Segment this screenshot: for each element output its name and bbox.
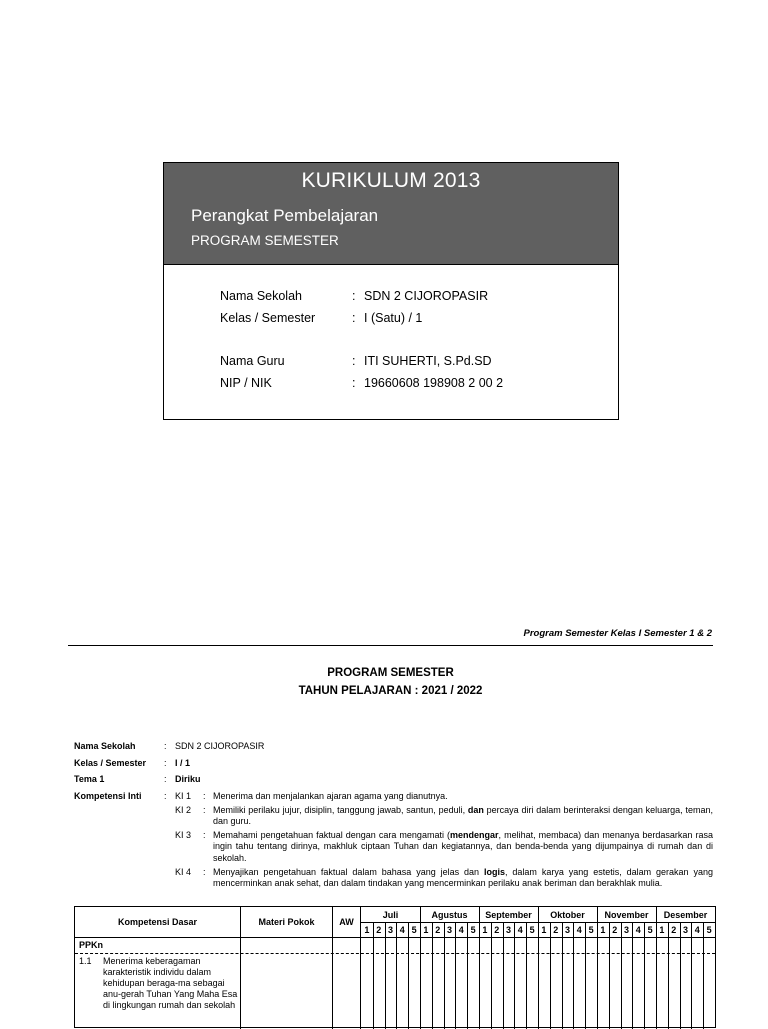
doc-title: PROGRAM SEMESTER (327, 667, 454, 679)
week-header: 1 (423, 925, 429, 935)
month-header: Agustus (431, 910, 468, 920)
week-header: 4 (576, 925, 582, 935)
week-sep (396, 922, 397, 1029)
week-header: 1 (600, 925, 606, 935)
week-sep (562, 922, 563, 1029)
week-header: 5 (411, 925, 417, 935)
week-header: 3 (564, 925, 570, 935)
month-rule (361, 922, 715, 923)
ki-4: KI 4 : Menyajikan pengetahuan faktual dalam bahasa yang jelas dan logis, dalam karya yang estetis, dalam gerakan yang mencerminkan anak sehat, dan dalam tindakan yang mencerminkan perilaku anak beriman dan berakhlak mulia. (175, 867, 713, 889)
header-kd: Kompetensi Dasar (117, 917, 198, 927)
cover-card (163, 162, 619, 420)
month-header: Oktober (550, 910, 585, 920)
month-columns (361, 907, 717, 1029)
cover-title: KURIKULUM 2013 (301, 169, 481, 192)
week-sep (609, 922, 610, 1029)
week-sep (408, 922, 409, 1029)
running-header: Program Semester Kelas I Semester 1 & 2 (523, 628, 712, 639)
week-header: 3 (505, 925, 511, 935)
week-sep (703, 922, 704, 1029)
row-rule (75, 953, 715, 954)
week-header: 2 (376, 925, 382, 935)
month-header: November (604, 910, 649, 920)
week-sep (385, 922, 386, 1029)
week-sep (514, 922, 515, 1029)
week-header: 2 (671, 925, 677, 935)
meta-school: Nama Sekolah : SDN 2 CIJOROPASIR (74, 741, 265, 751)
week-sep (644, 922, 645, 1029)
cover-info-school: Nama Sekolah : SDN 2 CIJOROPASIR (220, 289, 489, 303)
week-header: 5 (588, 925, 594, 935)
week-header: 1 (482, 925, 488, 935)
week-header: 4 (399, 925, 405, 935)
header-materi: Materi Pokok (258, 917, 315, 927)
week-header: 1 (541, 925, 547, 935)
week-header: 3 (623, 925, 629, 935)
week-header: 2 (612, 925, 618, 935)
program-table (74, 906, 716, 1028)
week-sep (467, 922, 468, 1029)
week-sep (526, 922, 527, 1029)
ki-2: KI 2 : Memiliki perilaku jujur, disiplin, tanggung jawab, santun, peduli, dan percaya diri dalam berinteraksi dengan keluarga, teman, dan guru. (175, 805, 713, 827)
week-header: 4 (517, 925, 523, 935)
meta-theme: Tema 1 : Diriku (74, 774, 201, 784)
week-sep (491, 922, 492, 1029)
week-header: 5 (529, 925, 535, 935)
week-header: 2 (435, 925, 441, 935)
meta-ki-label: Kompetensi Inti : (74, 791, 167, 801)
cover-program: PROGRAM SEMESTER (191, 233, 339, 248)
ki-3: KI 3 : Memahami pengetahuan faktual dengan cara mengamati (mendengar, melihat, membaca) dan menanya berdasarkan rasa ingin tahu tentang dirinya, makhluk ciptaan Tuhan dan kegiatannya, dan benda-benda yang dijumpainya di rumah dan di sekolah. (175, 830, 713, 863)
week-sep (444, 922, 445, 1029)
meta-class: Kelas / Semester : I / 1 (74, 758, 191, 768)
week-sep (373, 922, 374, 1029)
cover-info-class: Kelas / Semester : I (Satu) / 1 (220, 311, 423, 325)
ki-1: KI 1 : Menerima dan menjalankan ajaran agama yang dianutnya. (175, 791, 448, 801)
kd-text: Menerima keberagaman karakteristik individu dalam kehidupan beraga-ma sebagai anu-gerah Tuhan Yang Maha Esa di lingkungan rumah dan sekolah (103, 956, 238, 1010)
header-rule (68, 645, 713, 646)
month-header: Desember (663, 910, 708, 920)
kd-number: 1.1 (79, 956, 92, 966)
cover-subtitle: Perangkat Pembelajaran (191, 206, 379, 225)
week-header: 2 (553, 925, 559, 935)
doc-year: TAHUN PELAJARAN : 2021 / 2022 (298, 685, 483, 697)
week-sep (455, 922, 456, 1029)
week-header: 4 (635, 925, 641, 935)
week-sep (668, 922, 669, 1029)
week-header: 3 (446, 925, 452, 935)
week-sep (632, 922, 633, 1029)
month-header: September (485, 910, 532, 920)
week-sep (503, 922, 504, 1029)
week-header: 2 (494, 925, 500, 935)
week-header: 4 (458, 925, 464, 935)
week-header: 1 (659, 925, 665, 935)
week-sep (573, 922, 574, 1029)
week-sep (550, 922, 551, 1029)
cover-info-nip: NIP / NIK : 19660608 198908 2 00 2 (220, 376, 504, 390)
header-aw: AW (339, 917, 354, 927)
cover-info-teacher: Nama Guru : ITI SUHERTI, S.Pd.SD (220, 354, 492, 368)
week-sep (621, 922, 622, 1029)
section-ppkn: PPKn (79, 940, 104, 950)
month-header: Juli (382, 910, 399, 920)
week-header: 1 (364, 925, 370, 935)
week-header: 5 (647, 925, 653, 935)
week-sep (432, 922, 433, 1029)
week-sep (691, 922, 692, 1029)
week-header: 4 (694, 925, 700, 935)
week-header: 5 (706, 925, 712, 935)
week-sep (585, 922, 586, 1029)
cover-header (164, 163, 618, 265)
week-header: 3 (682, 925, 688, 935)
week-header: 3 (387, 925, 393, 935)
week-sep (680, 922, 681, 1029)
week-header: 5 (470, 925, 476, 935)
